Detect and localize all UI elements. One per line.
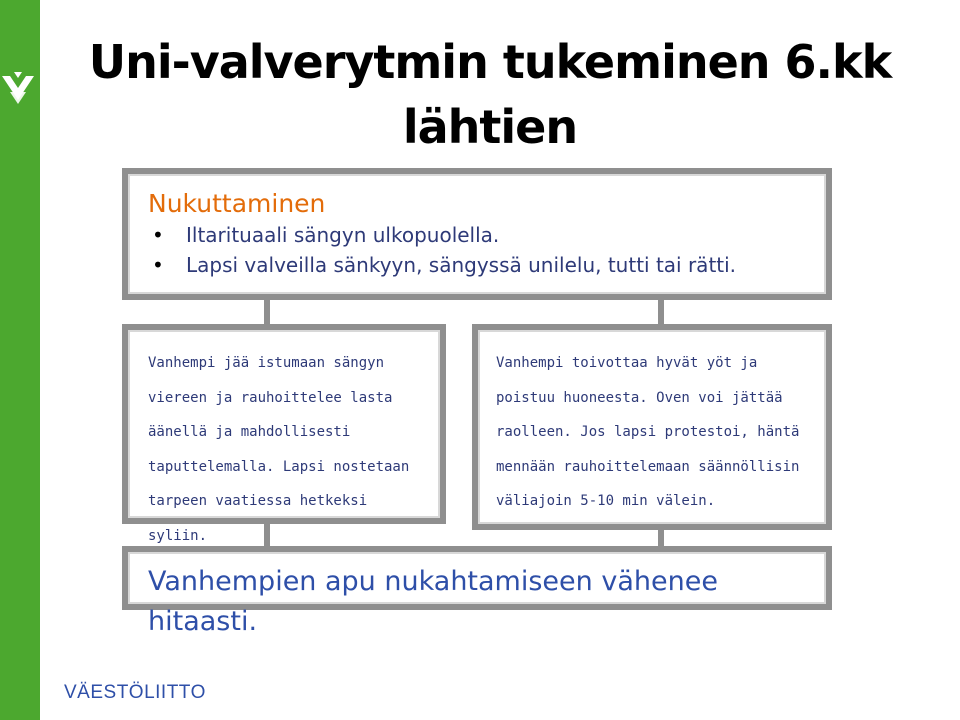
connector-bottom-right [658, 528, 664, 548]
box-parent-leaves [472, 324, 832, 530]
box-parent-stays [122, 324, 446, 544]
box-nukuttaminen [122, 168, 832, 300]
bullet-list [148, 220, 806, 280]
connector-top-left [264, 298, 270, 326]
slide-title: Uni-valverytmin tukeminen 6.kk lähtien [88, 35, 892, 154]
list-item-text: Iltarituaali sängyn ulkopuolella. [186, 223, 500, 247]
footer-logo-text: VÄESTÖLIITTO [64, 682, 206, 703]
list-item [148, 220, 806, 250]
connector-top-right [658, 298, 664, 326]
vaestoliitto-logo-icon [0, 68, 36, 108]
list-item [148, 250, 806, 280]
brand-sidebar [0, 0, 40, 720]
box-heading: Nukuttaminen [148, 189, 326, 218]
conclusion-text: Vanhempien apu nukahtamiseen vähenee hitaasti. [148, 566, 718, 637]
bullet-dot-icon: • [152, 253, 164, 277]
box-text: Vanhempi toivottaa hyvät yöt ja poistuu huoneesta. Oven voi jättää raolleen. Jos lapsi protestoi, häntä mennään rauhoittelemaan säännöllisin väliajoin 5-10 min välein. [496, 355, 800, 509]
box-conclusion [122, 546, 832, 637]
box-text: Vanhempi jää istumaan sängyn viereen ja rauhoittelee lasta äänellä ja mahdollisesti taputtelemalla. Lapsi nostetaan tarpeen vaatiessa hetkeksi syliin. [148, 355, 410, 544]
list-item-text: Lapsi valveilla sänkyyn, sängyssä unilelu, tutti tai rätti. [186, 253, 737, 277]
bullet-dot-icon: • [152, 223, 164, 247]
